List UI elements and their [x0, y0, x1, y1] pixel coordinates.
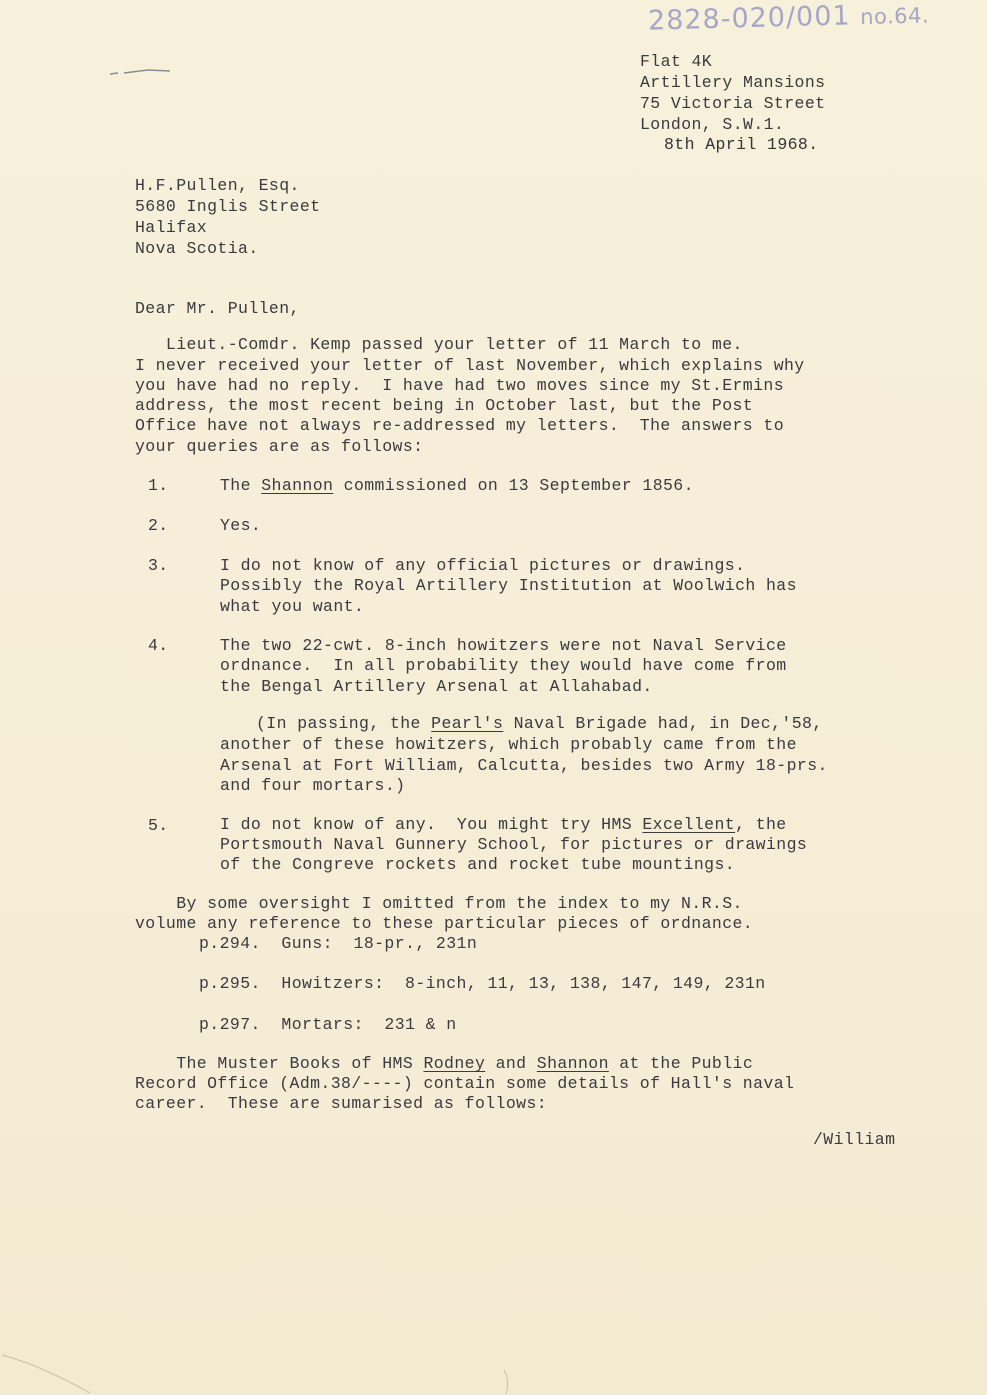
index-note-line: By some oversight I omitted from the index to my N.R.S. — [135, 894, 743, 913]
ship-name-shannon-2: Shannon — [536, 1054, 609, 1073]
salutation: Dear Mr. Pullen, — [135, 299, 300, 318]
answer-number: 2. — [148, 516, 169, 535]
paper-edge-mark — [498, 1368, 518, 1395]
aside-text: another of these howitzers, which probably came from the — [220, 735, 797, 754]
ship-name-rodney: Rodney — [423, 1054, 486, 1073]
aside-text: (In passing, the Pearl's Naval Brigade had, in Dec,'58, — [256, 714, 823, 733]
recipient-address-line: H.F.Pullen, Esq. — [135, 176, 300, 195]
sender-address-line: Flat 4K — [640, 52, 713, 71]
handwritten-reference — [648, 0, 930, 37]
intro-line: I never received your letter of last November, which explains why — [135, 356, 805, 375]
answer-text: I do not know of any official pictures or drawings. — [220, 556, 746, 575]
answer-text: of the Congreve rockets and rocket tube mountings. — [220, 855, 736, 874]
ship-name-excellent: Excellent — [642, 815, 736, 834]
catchword: /William — [813, 1130, 896, 1149]
index-reference: p.295. Howitzers: 8-inch, 11, 13, 138, 147, 149, 231n — [199, 974, 766, 993]
aside-text: Arsenal at Fort William, Calcutta, besides two Army 18-prs. — [220, 756, 828, 775]
answer-text: the Bengal Artillery Arsenal at Allahabad. — [220, 677, 653, 696]
index-reference: p.297. Mortars: 231 & n — [199, 1015, 457, 1034]
answer-text: Yes. — [220, 516, 262, 535]
sender-address-line: Artillery Mansions — [640, 73, 826, 92]
ship-name-pearl: Pearl's — [431, 714, 504, 733]
aside-text: and four mortars.) — [220, 776, 406, 795]
sender-address-line: London, S.W.1. — [640, 115, 785, 134]
recipient-address-line: Halifax — [135, 218, 208, 237]
reference-number: 2828-020/001 — [647, 0, 852, 37]
intro-line: you have had no reply. I have had two moves since my St.Ermins — [135, 376, 785, 395]
answer-number: 5. — [148, 816, 169, 835]
intro-line: Lieut.-Comdr. Kemp passed your letter of 11 March to me. — [135, 335, 743, 354]
answer-number: 1. — [148, 476, 169, 495]
recipient-address-line: Nova Scotia. — [135, 239, 259, 258]
index-note-line: volume any reference to these particular pieces of ordnance. — [135, 914, 754, 933]
intro-line: Office have not always re-addressed my letters. The answers to — [135, 416, 785, 435]
answer-text: The Shannon commissioned on 13 September 1856. — [220, 476, 694, 495]
answer-text: I do not know of any. You might try HMS Excellent, the — [220, 815, 787, 834]
letter-date: 8th April 1968. — [664, 135, 819, 154]
sender-address-line: 75 Victoria Street — [640, 94, 826, 113]
intro-line: your queries are as follows: — [135, 437, 424, 456]
answer-number: 3. — [148, 556, 169, 575]
ink-smudge-mark — [108, 66, 172, 78]
ship-name-shannon: Shannon — [261, 476, 334, 495]
answer-text: ordnance. In all probability they would have come from — [220, 656, 787, 675]
answer-text: The two 22-cwt. 8-inch howitzers were not Naval Service — [220, 636, 787, 655]
index-reference: p.294. Guns: 18-pr., 231n — [199, 934, 478, 953]
recipient-address-line: 5680 Inglis Street — [135, 197, 321, 216]
paper-fold-mark — [0, 1345, 100, 1395]
answer-text: what you want. — [220, 597, 365, 616]
reference-item-number: no.64. — [859, 3, 930, 30]
answer-text: Possibly the Royal Artillery Institution at Woolwich has — [220, 576, 797, 595]
answer-text: Portsmouth Naval Gunnery School, for pictures or drawings — [220, 835, 808, 854]
muster-line: career. These are sumarised as follows: — [135, 1094, 548, 1113]
intro-line: address, the most recent being in October last, but the Post — [135, 396, 754, 415]
answer-number: 4. — [148, 636, 169, 655]
muster-line: The Muster Books of HMS Rodney and Shannon at the Public — [135, 1054, 754, 1073]
muster-line: Record Office (Adm.38/----) contain some details of Hall's naval — [135, 1074, 795, 1093]
